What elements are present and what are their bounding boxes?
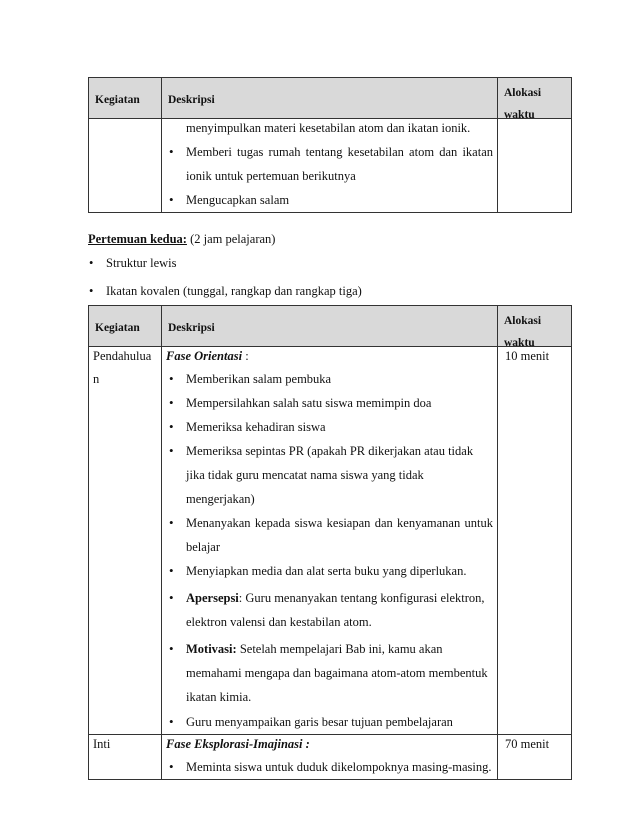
list-item: • Apersepsi: Guru menanyakan tentang konfigurasi elektron, elektron valensi dan kestabilan atom. [162, 586, 497, 634]
list-item: • Memberi tugas rumah tentang kesetabilan atom dan ikatan ionik untuk pertemuan berikutnya [162, 140, 497, 188]
kegiatan-label: Inti [93, 737, 111, 751]
header-deskripsi: Deskripsi [162, 78, 498, 119]
table-row [89, 347, 572, 735]
kegiatan-label: Pendahulua [93, 349, 152, 363]
time-allocation: 70 menit [505, 737, 550, 751]
list-item: • Menanyakan kepada siswa kesiapan dan kenyamanan untuk belajar [162, 511, 497, 559]
deskripsi-cell [162, 735, 498, 780]
list-item: • Menyiapkan media dan alat serta buku yang diperlukan. [162, 559, 497, 583]
list-item: • Memberikan salam pembuka [162, 367, 497, 391]
meeting-detail: (2 jam pelajaran) [186, 232, 276, 246]
list-item: • Mempersilahkan salah satu siswa memimpin doa [162, 391, 497, 415]
list-item: • Ikatan kovalen (tunggal, rangkap dan rangkap tiga) [88, 282, 362, 300]
meeting-title: Pertemuan kedua: [88, 232, 187, 246]
table-header-row [89, 78, 572, 119]
table-row [89, 119, 572, 213]
list-item: • Memeriksa kehadiran siswa [162, 415, 497, 439]
header-deskripsi: Deskripsi [162, 306, 498, 347]
list-item: • Motivasi: Setelah mempelajari Bab ini, kamu akan memahami mengapa dan bagaimana atom-atom membentuk ikatan kimia. [162, 637, 497, 709]
header-alokasi-waktu: Alokasi waktu [498, 78, 572, 119]
kegiatan-cell [89, 735, 162, 780]
kegiatan-cell [89, 119, 162, 213]
list-item: • Mengucapkan salam [162, 188, 497, 212]
phase-title: Fase Eksplorasi-Imajinasi : [166, 737, 310, 751]
deskripsi-cell [162, 119, 498, 213]
phase-title: Fase Orientasi : [166, 349, 249, 363]
table-header-row [89, 306, 572, 347]
continued-text: menyimpulkan materi kesetabilan atom dan ikatan ionik. [186, 121, 471, 135]
topic-list [88, 254, 176, 272]
list-item: • Struktur lewis [88, 254, 176, 272]
alokasi-cell [498, 119, 572, 213]
table-row [89, 735, 572, 780]
bullet-list [162, 140, 497, 212]
deskripsi-cell [162, 347, 498, 735]
time-allocation: 10 menit [505, 349, 550, 363]
list-item: • Memeriksa sepintas PR (apakah PR dikerjakan atau tidak jika tidak guru mencatat nama siswa yang tidak mengerjakan) [162, 439, 497, 511]
bullet-list [162, 367, 497, 734]
meeting-heading [88, 230, 275, 248]
kegiatan-cell [89, 347, 162, 735]
header-kegiatan: Kegiatan [89, 306, 162, 347]
kegiatan-label: n [93, 372, 100, 386]
activity-table-1 [88, 77, 572, 213]
bullet-list [162, 755, 497, 779]
list-item: • Meminta siswa untuk duduk dikelompoknya masing-masing. [162, 755, 497, 779]
list-item: • Guru menyampaikan garis besar tujuan pembelajaran [162, 710, 497, 734]
alokasi-cell [498, 347, 572, 735]
header-alokasi-waktu: Alokasi waktu [498, 306, 572, 347]
alokasi-cell [498, 735, 572, 780]
activity-table-2 [88, 305, 572, 780]
header-kegiatan: Kegiatan [89, 78, 162, 119]
topic-list [88, 282, 362, 300]
